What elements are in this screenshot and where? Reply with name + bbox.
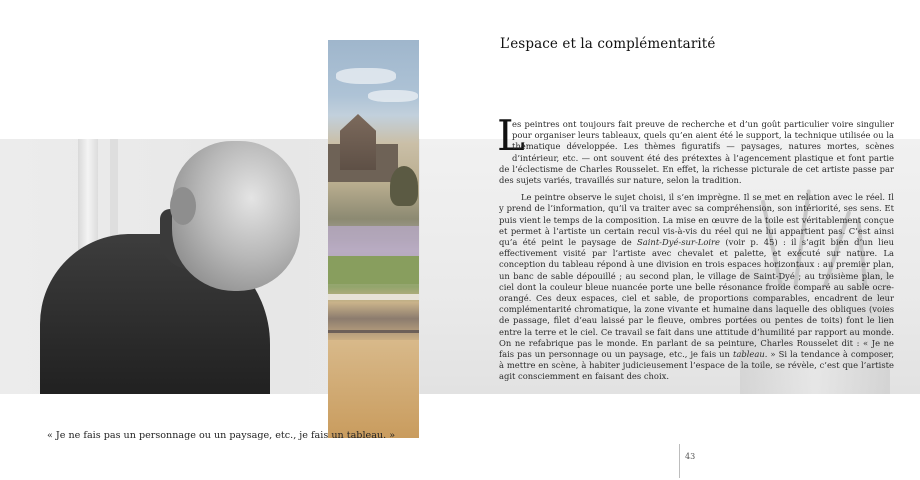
painting-fence — [328, 330, 419, 333]
drop-cap: L — [497, 111, 525, 160]
artist-ear — [170, 187, 196, 225]
painting-cloud — [336, 68, 396, 84]
paragraph — [497, 111, 894, 186]
painting-detail-strip — [328, 40, 419, 438]
painting-tree — [390, 166, 418, 206]
emphasized-word: tableau — [732, 349, 765, 360]
page-number: 43 — [685, 452, 696, 461]
paragraph-text: Le peintre observe le sujet choisi, il s’en imprègne. Il se met en relation avec le réel. Il y prend de l’information, qu’il va traiter avec sa compréhension, son intériorité, ses sens. Et puis vient le temps de la composition. La mise en œuvre de la toile est véritablement conçue et permet à l’artiste un certain recul vis-à-vis du réel qui ne lui appartient pas. C’est ainsi qu’a été peint le paysage de — [499, 192, 894, 248]
paragraph-text: . » Si la tendance à composer, à mettre en scène, à habiter judicieusement l’espace de la toile, se révèle, c’est que l’artiste agit consciemment en faisant des choix. — [499, 349, 894, 382]
painting-church-tower — [340, 114, 376, 170]
paragraph — [499, 192, 894, 382]
body-text — [497, 111, 894, 389]
pull-quote: « Je ne fais pas un personnage ou un paysage, etc., je fais un tableau. » — [47, 430, 396, 441]
painting-river-line — [328, 294, 419, 300]
painting-cloud — [368, 90, 418, 102]
painting-sand-bank — [328, 340, 419, 438]
painting-green-band — [328, 256, 419, 284]
painting-village-band — [328, 226, 419, 256]
paragraph-text: (voir p. 45) : il s’agit bien d’un lieu effectivement visité par l’artiste avec chevalet et palette, et exécuté sur nature. La conception du tableau répond à une division en trois espaces horizontaux : au premier plan, un banc de sable dépouillé ; au second plan, le village de Saint-Dyé ; au troisième plan, le ciel dont la couleur bleue nuancée porte une belle résonance froide comparé au sable ocre-orangé. Ces deux espaces, ciel et sable, de proportions comparables, encadrent de leur complémentarité chromatique, la zone vivante et humaine dans laquelle des obliques (voies de passage, filet d’eau laissé par le fleuve, ombres portées ou pentes de toits) font le lien entre la terre et le ciel. Ce travail se fait dans une attitude d’humilité par rapport au monde. On ne refabrique pas le monde. En parlant de sa peinture, Charles Rousselet dit : « Je ne fais pas un personnage ou un paysage, etc., je fais un — [499, 237, 894, 360]
page-title: L’espace et la complémentarité — [500, 36, 716, 52]
page-number-divider — [679, 444, 680, 478]
artwork-title: Saint-Dyé-sur-Loire — [637, 237, 721, 248]
paragraph-text: es peintres ont toujours fait preuve de recherche et d’un goût particulier voire singulier pour organiser leurs tableaux, quels qu’en aient été le support, la technique utilisée ou la thématique développée. Les thèmes figuratifs — paysages, natures mortes, scènes d’intérieur, etc. — ont souvent été des prétextes à l’agencement plastique et font partie de l’éclectisme de Charles Rousselet. En effet, la richesse picturale de cet artiste passe par des sujets variés, travaillés sur nature, selon la tradition. — [499, 119, 894, 186]
